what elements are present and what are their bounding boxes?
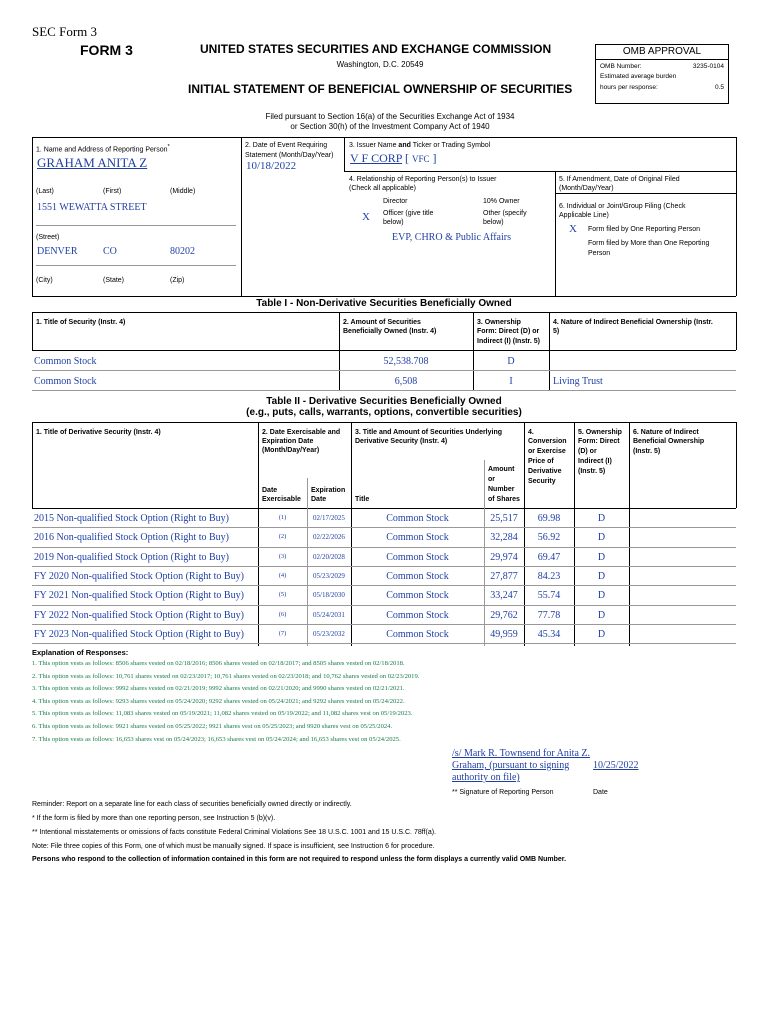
table-row-2-form: D bbox=[597, 532, 606, 543]
table2-col5-header-2: Form: Direct bbox=[578, 438, 620, 445]
table-row-1-title: 2015 Non-qualified Stock Option (Right to Buy) bbox=[34, 513, 229, 524]
table-row-5-shares: 33,247 bbox=[490, 590, 518, 601]
table1-title: Table I - Non-Derivative Securities Beneficially Owned bbox=[256, 298, 512, 309]
table-row-6-shares: 29,762 bbox=[490, 610, 518, 621]
table-row-2-nature: Living Trust bbox=[553, 376, 603, 387]
form-title: FORM 3 bbox=[80, 42, 133, 58]
table-row-3-price: 69.47 bbox=[537, 552, 561, 563]
first-label: (First) bbox=[103, 188, 122, 195]
multiple-reporting-person-label-1: Form filed by More than One Reporting bbox=[588, 240, 710, 247]
signature-label: ** Signature of Reporting Person bbox=[452, 789, 554, 796]
table-row-1-expiration: 02/17/2025 bbox=[313, 514, 345, 522]
table-row-3-underlying: Common Stock bbox=[386, 552, 449, 563]
table-row-1-footnote: (1) bbox=[278, 514, 287, 521]
table-row-7-price: 45.34 bbox=[537, 629, 561, 640]
date-exercisable-header-2: Exercisable bbox=[262, 496, 301, 503]
reminder-note: Reminder: Report on a separate line for each class of securities beneficially owned directly or indirectly. bbox=[32, 801, 352, 808]
shares-header-3: Number bbox=[488, 486, 515, 493]
signature-date-label: Date bbox=[593, 789, 608, 796]
table2-col4-header-6: Security bbox=[528, 478, 556, 485]
signature-line-2: Graham, (pursuant to signing bbox=[452, 760, 570, 771]
table-row-5-expiration: 05/18/2030 bbox=[313, 591, 345, 599]
file-copies-note: Note: File three copies of this Form, one of which must be manually signed. If space is insufficient, see Instruction 6 for procedure. bbox=[32, 843, 435, 850]
shares-header-4: of Shares bbox=[488, 496, 520, 503]
table1-col3-header-1: 3. Ownership bbox=[477, 319, 521, 326]
table-row-2-form: I bbox=[509, 376, 513, 387]
criminal-violation-note: ** Intentional misstatements or omissions of facts constitute Federal Criminal Violations See 18 U.S.C. 1001 and 15 U.S.C. 78ff(a). bbox=[32, 829, 436, 836]
table2-col2-header-2: Expiration Date bbox=[262, 438, 314, 445]
issuer-name[interactable]: V F CORP bbox=[350, 151, 403, 165]
state-label: (State) bbox=[103, 277, 125, 284]
table-row-1-form: D bbox=[597, 513, 606, 524]
table2-col3-header-1: 3. Title and Amount of Securities Underlying bbox=[355, 429, 503, 436]
table2-col5-header-3: (D) or bbox=[578, 448, 597, 455]
table2-col6-header-3: (Instr. 5) bbox=[633, 448, 661, 455]
table-row-7-underlying: Common Stock bbox=[386, 629, 449, 640]
table-row-5-form: D bbox=[597, 590, 606, 601]
table2-col4-header-3: or Exercise bbox=[528, 448, 566, 455]
ten-percent-owner-label: 10% Owner bbox=[483, 198, 520, 205]
table-row-7-title: FY 2023 Non-qualified Stock Option (Right to Buy) bbox=[34, 629, 244, 640]
event-date-value: 10/18/2022 bbox=[246, 160, 297, 172]
table2-col1-header: 1. Title of Derivative Security (Instr. 4) bbox=[36, 429, 161, 436]
issuer-line: V F CORP [ VFC ] bbox=[350, 151, 437, 165]
table-row-2-amount: 6,508 bbox=[394, 376, 418, 387]
table1-col2-header-2: Beneficially Owned (Instr. 4) bbox=[343, 328, 437, 335]
table-row-5-price: 55.74 bbox=[537, 590, 561, 601]
city-value: DENVER bbox=[37, 246, 78, 257]
filed-pursuant-line2: or Section 30(h) of the Investment Company Act of 1940 bbox=[290, 122, 490, 131]
omb-hours-label: hours per response: bbox=[600, 84, 658, 91]
table-row-6-footnote: (6) bbox=[278, 611, 287, 618]
table-row-6-form: D bbox=[597, 610, 606, 621]
table2-col5-header-4: Indirect (I) bbox=[578, 458, 612, 465]
table1-col4-header-1: 4. Nature of Indirect Beneficial Ownership (Instr. bbox=[553, 319, 713, 326]
table2-title-1: Table II - Derivative Securities Beneficially Owned bbox=[266, 396, 502, 407]
table-row-5-footnote: (5) bbox=[278, 591, 287, 598]
table-row-4-underlying: Common Stock bbox=[386, 571, 449, 582]
table-row-2-title: Common Stock bbox=[34, 376, 97, 387]
table-row-4-shares: 27,877 bbox=[490, 571, 518, 582]
table2-col4-header-1: 4. bbox=[528, 429, 534, 436]
omb-burden-label: Estimated average burden bbox=[600, 73, 677, 80]
table-row-1-amount: 52,538.708 bbox=[383, 356, 429, 367]
table2-title-2: (e.g., puts, calls, warrants, options, convertible securities) bbox=[246, 407, 522, 418]
table-row-6-price: 77.78 bbox=[537, 610, 561, 621]
table-row-4-form: D bbox=[597, 571, 606, 582]
omb-number-label: OMB Number: bbox=[600, 63, 642, 70]
table-row-6-title: FY 2022 Non-qualified Stock Option (Right to Buy) bbox=[34, 610, 244, 621]
table1-col3-header-3: Indirect (I) (Instr. 5) bbox=[477, 338, 541, 345]
box4-label-2: (Check all applicable) bbox=[349, 185, 416, 192]
signature-line-3: authority on file) bbox=[452, 772, 520, 783]
last-label: (Last) bbox=[36, 188, 54, 195]
box3-label: 3. Issuer Name and Ticker or Trading Symbol bbox=[349, 142, 491, 149]
table2-col4-header-4: Price of bbox=[528, 458, 554, 465]
box1-label: 1. Name and Address of Reporting Person* bbox=[36, 144, 170, 154]
footnote-5: 5. This option vests as follows: 11,083 shares vested on 05/19/2021; 11,082 shares vested on 05/19/2022; and 11,082 shares vest on 05/19/2023. bbox=[32, 710, 413, 718]
table-row-1-underlying: Common Stock bbox=[386, 513, 449, 524]
shares-header-1: Amount bbox=[488, 466, 515, 473]
box4-label-1: 4. Relationship of Reporting Person(s) to Issuer bbox=[349, 176, 497, 183]
table-row-3-form: D bbox=[597, 552, 606, 563]
zip-value: 80202 bbox=[170, 246, 195, 257]
officer-checkbox-mark[interactable]: X bbox=[362, 211, 370, 223]
table1-col1-header: 1. Title of Security (Instr. 4) bbox=[36, 319, 126, 326]
table2-col3-header-2: Derivative Security (Instr. 4) bbox=[355, 438, 448, 445]
state-value: CO bbox=[103, 246, 117, 257]
table-row-6-underlying: Common Stock bbox=[386, 610, 449, 621]
footnote-1: 1. This option vests as follows: 8506 shares vested on 02/18/2016; 8506 shares vested on 02/18/2017; and 8505 shares vested on 02/18/2018. bbox=[32, 660, 405, 667]
footnote-4: 4. This option vests as follows: 9293 shares vested on 05/24/2020; 9292 shares vested on 05/24/2021; and 9292 shares vested on 05/24/2022. bbox=[32, 697, 405, 705]
table-row-1-form: D bbox=[507, 356, 515, 367]
expiration-date-header-1: Expiration bbox=[311, 487, 346, 494]
table-row-3-expiration: 02/20/2028 bbox=[313, 553, 345, 561]
box2-label-2: Statement (Month/Day/Year) bbox=[245, 152, 334, 159]
box6-label-2: Applicable Line) bbox=[559, 212, 609, 219]
reporting-person-name[interactable]: GRAHAM ANITA Z bbox=[37, 155, 148, 170]
table-row-7-form: D bbox=[597, 629, 606, 640]
table-row-4-title: FY 2020 Non-qualified Stock Option (Right to Buy) bbox=[34, 571, 244, 582]
table-row-7-shares: 49,959 bbox=[490, 629, 518, 640]
middle-label: (Middle) bbox=[170, 188, 196, 195]
box5-label-1: 5. If Amendment, Date of Original Filed bbox=[559, 176, 680, 183]
omb-approval-box bbox=[595, 44, 729, 104]
table-row-5-title: FY 2021 Non-qualified Stock Option (Right to Buy) bbox=[34, 590, 244, 601]
table-row-3-footnote: (3) bbox=[278, 553, 287, 560]
omb-notice: Persons who respond to the collection of information contained in this form are not required to respond unless the form displays a currently valid OMB Number. bbox=[32, 856, 567, 863]
omb-approval-title: OMB APPROVAL bbox=[596, 45, 728, 60]
shares-header-2: or bbox=[488, 476, 495, 483]
officer-label-1: Officer (give title bbox=[383, 210, 434, 217]
multiple-filer-note: * If the form is filed by more than one reporting person, see Instruction 5 (b)(v). bbox=[32, 815, 276, 822]
footnote-2: 2. This option vests as follows: 10,761 shares vested on 02/23/2017; 10,761 shares vested on 02/23/2018; and 10,762 shares vested on 02/23/2019. bbox=[32, 672, 420, 680]
signature-date: 10/25/2022 bbox=[593, 760, 639, 771]
street-label: (Street) bbox=[36, 234, 60, 241]
table-row-4-footnote: (4) bbox=[278, 572, 287, 579]
date-exercisable-header-1: Date bbox=[262, 487, 278, 494]
footnote-7: 7. This option vests as follows: 16,653 shares vest on 05/24/2023; 16,653 shares vest on 05/24/2024; and 16,653 shares vest on 05/24/2025. bbox=[32, 735, 401, 743]
statement-title: INITIAL STATEMENT OF BENEFICIAL OWNERSHIP OF SECURITIES bbox=[188, 82, 573, 96]
box6-label-1: 6. Individual or Joint/Group Filing (Check bbox=[559, 203, 686, 210]
table-row-1-title: Common Stock bbox=[34, 356, 97, 367]
table-row-1-shares: 25,517 bbox=[490, 513, 518, 524]
table2-col6-header-2: Beneficial Ownership bbox=[633, 438, 705, 445]
table-row-6-expiration: 05/24/2031 bbox=[313, 611, 345, 619]
table1-col3-header-2: Form: Direct (D) or bbox=[477, 328, 540, 335]
table2-col6-header-1: 6. Nature of Indirect bbox=[633, 429, 699, 436]
other-label-2: below) bbox=[483, 219, 504, 226]
table1-col2-header-1: 2. Amount of Securities bbox=[343, 319, 421, 326]
expiration-date-header-2: Date bbox=[311, 496, 327, 503]
table-row-2-price: 56.92 bbox=[537, 532, 561, 543]
table2-col2-header-1: 2. Date Exercisable and bbox=[262, 429, 341, 436]
table2-col2-header-3: (Month/Day/Year) bbox=[262, 447, 320, 454]
box2-label-1: 2. Date of Event Requiring bbox=[245, 142, 328, 149]
table2-col4-header-5: Derivative bbox=[528, 468, 562, 475]
one-person-checkbox-mark[interactable]: X bbox=[569, 223, 577, 235]
footnote-3: 3. This option vests as follows: 9992 shares vested on 02/21/2019; 9992 shares vested on 02/21/2020; and 9990 shares vested on 02/21/2021. bbox=[32, 685, 405, 693]
street-value: 1551 WEWATTA STREET bbox=[37, 202, 147, 213]
signature-line-1: /s/ Mark R. Townsend for Anita Z. bbox=[452, 748, 590, 759]
table-row-2-footnote: (2) bbox=[278, 533, 287, 540]
agency-city: Washington, D.C. 20549 bbox=[336, 60, 424, 69]
table1-col4-header-2: 5) bbox=[553, 328, 560, 335]
agency-title: UNITED STATES SECURITIES AND EXCHANGE COMMISSION bbox=[200, 42, 552, 56]
table-row-7-expiration: 05/23/2032 bbox=[313, 630, 345, 638]
city-label: (City) bbox=[36, 277, 53, 284]
omb-hours-value: 0.5 bbox=[714, 84, 724, 91]
issuer-ticker: VFC bbox=[412, 154, 430, 164]
table2-col4-header-2: Conversion bbox=[528, 438, 567, 445]
table2-col5-header-5: (Instr. 5) bbox=[578, 468, 606, 475]
table-row-4-price: 84.23 bbox=[537, 571, 561, 582]
box5-label-2: (Month/Day/Year) bbox=[559, 185, 614, 192]
explanation-heading: Explanation of Responses: bbox=[32, 648, 129, 657]
table-row-2-expiration: 02/22/2026 bbox=[313, 533, 345, 541]
table-row-1-price: 69.98 bbox=[537, 513, 561, 524]
multiple-reporting-person-label-2: Person bbox=[588, 250, 611, 257]
omb-number-value: 3235-0104 bbox=[692, 63, 724, 70]
table-row-4-expiration: 05/23/2029 bbox=[313, 572, 345, 580]
one-reporting-person-label: Form filed by One Reporting Person bbox=[588, 226, 701, 233]
signature-block bbox=[452, 748, 592, 784]
officer-title-value: EVP, CHRO & Public Affairs bbox=[392, 232, 511, 243]
zip-label: (Zip) bbox=[170, 277, 185, 284]
footnote-6: 6. This option vests as follows: 9921 shares vested on 05/25/2022; 9921 shares vest on 05/25/2023; and 9920 shares vest on 05/25/2024. bbox=[32, 723, 393, 730]
director-label: Director bbox=[383, 198, 408, 205]
table-row-5-underlying: Common Stock bbox=[386, 590, 449, 601]
table-row-3-title: 2019 Non-qualified Stock Option (Right to Buy) bbox=[34, 552, 229, 563]
table-row-2-shares: 32,284 bbox=[490, 532, 518, 543]
officer-label-2: below) bbox=[383, 219, 404, 226]
table2-col5-header-1: 5. Ownership bbox=[578, 429, 622, 436]
table-row-2-title: 2016 Non-qualified Stock Option (Right to Buy) bbox=[34, 532, 229, 543]
table-row-2-underlying: Common Stock bbox=[386, 532, 449, 543]
other-label-1: Other (specify bbox=[483, 210, 527, 217]
table-row-7-footnote: (7) bbox=[278, 630, 287, 637]
underlying-title-header: Title bbox=[355, 496, 370, 503]
filed-pursuant-line1: Filed pursuant to Section 16(a) of the Securities Exchange Act of 1934 bbox=[265, 112, 515, 121]
sec-form-label: SEC Form 3 bbox=[32, 24, 98, 39]
table-row-3-shares: 29,974 bbox=[490, 552, 518, 563]
